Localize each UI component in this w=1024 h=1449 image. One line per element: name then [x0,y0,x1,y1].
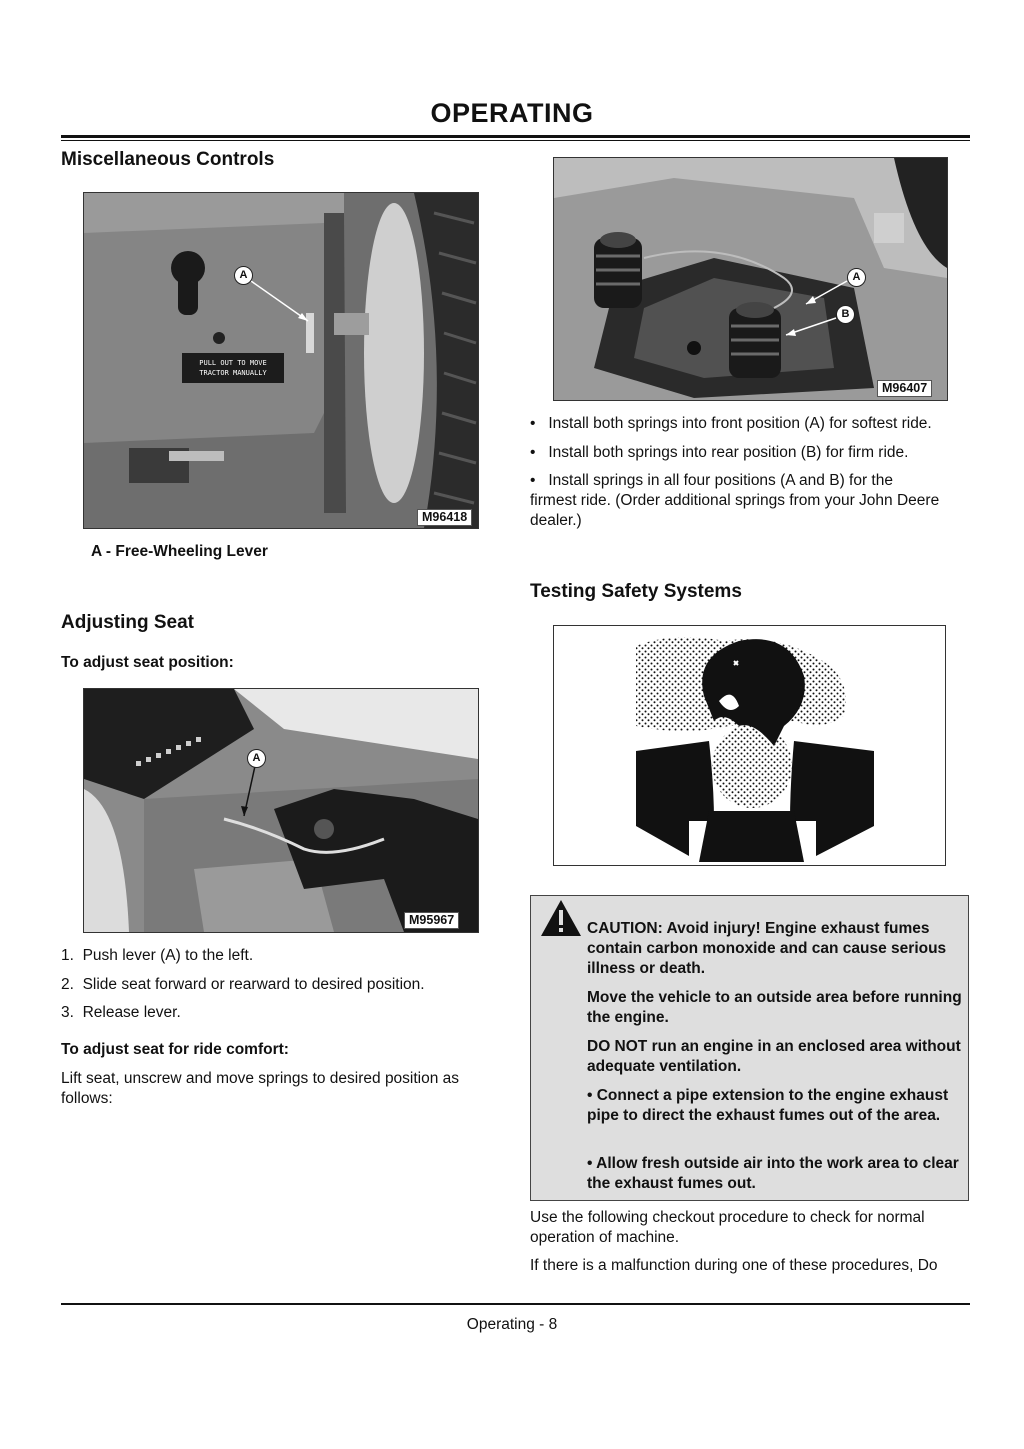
list-item: • Install springs in all four positions (A and B) for the firmest ride. (Order additional springs from your John Deere dealer.) [530,472,940,529]
footer-rule [61,1303,970,1305]
list-item: • Install both springs into front position (A) for softest ride. [530,415,932,432]
testing-safety-heading: Testing Safety Systems [530,581,742,602]
caution-bullet-2: • Allow fresh outside air into the work area to clear the exhaust fumes out. [587,1155,959,1192]
malfunction-text: If there is a malfunction during one of these procedures, Do [530,1257,938,1274]
caution-bullet-1: • Connect a pipe extension to the engine exhaust pipe to direct the exhaust fumes out of the area. [587,1087,949,1124]
bullet-dot-icon: • [530,472,536,489]
caution-box [530,895,969,1201]
page-title: OPERATING [430,98,594,128]
seat-position-heading: To adjust seat position: [61,654,234,671]
svg-text:PULL OUT TO MOVE: PULL OUT TO MOVE [199,359,267,367]
caution-p2: DO NOT run an engine in an enclosed area without adequate ventilation. [587,1038,961,1075]
header-rule-thin [61,140,970,141]
seat-lever-figure [83,688,479,933]
figure-label: M96407 [877,380,932,397]
caution-lead: CAUTION: Avoid injury! Engine exhaust fumes contain carbon monoxide and can cause serious illness or death. [587,920,947,977]
step-1: 1. Push lever (A) to the left. [61,947,254,964]
svg-text:TRACTOR MANUALLY: TRACTOR MANUALLY [199,369,267,377]
ride-comfort-text: Lift seat, unscrew and move springs to desired position as follows: [61,1070,460,1107]
page-number: Operating - 8 [466,1316,558,1333]
misc-controls-heading: Miscellaneous Controls [61,149,275,170]
caution-p1: Move the vehicle to an outside area before running the engine. [587,989,962,1026]
list-item: • Install both springs into rear position (B) for firm ride. [530,444,909,461]
header-rule [61,135,970,138]
callout-b: B [836,305,855,324]
step-2: 2. Slide seat forward or rearward to desired position. [61,976,425,993]
seat-springs-figure [553,157,948,401]
free-wheeling-lever-figure [83,192,479,529]
callout-a: A [247,749,266,768]
warning-triangle-icon [540,899,582,937]
callout-a: A [847,268,866,287]
figure-caption: A - Free-Wheeling Lever [91,543,268,560]
figure-label: M95967 [404,912,459,929]
checkout-text: Use the following checkout procedure to check for normal operation of machine. [530,1209,925,1246]
bullet-dot-icon: • [530,415,536,432]
figure-label: M96418 [417,509,472,526]
exhaust-fumes-pictogram [553,625,946,866]
ride-comfort-heading: To adjust seat for ride comfort: [61,1041,289,1058]
step-3: 3. Release lever. [61,1004,181,1021]
callout-a: A [234,266,253,285]
bullet-dot-icon: • [530,444,536,461]
adjusting-seat-heading: Adjusting Seat [61,612,195,633]
